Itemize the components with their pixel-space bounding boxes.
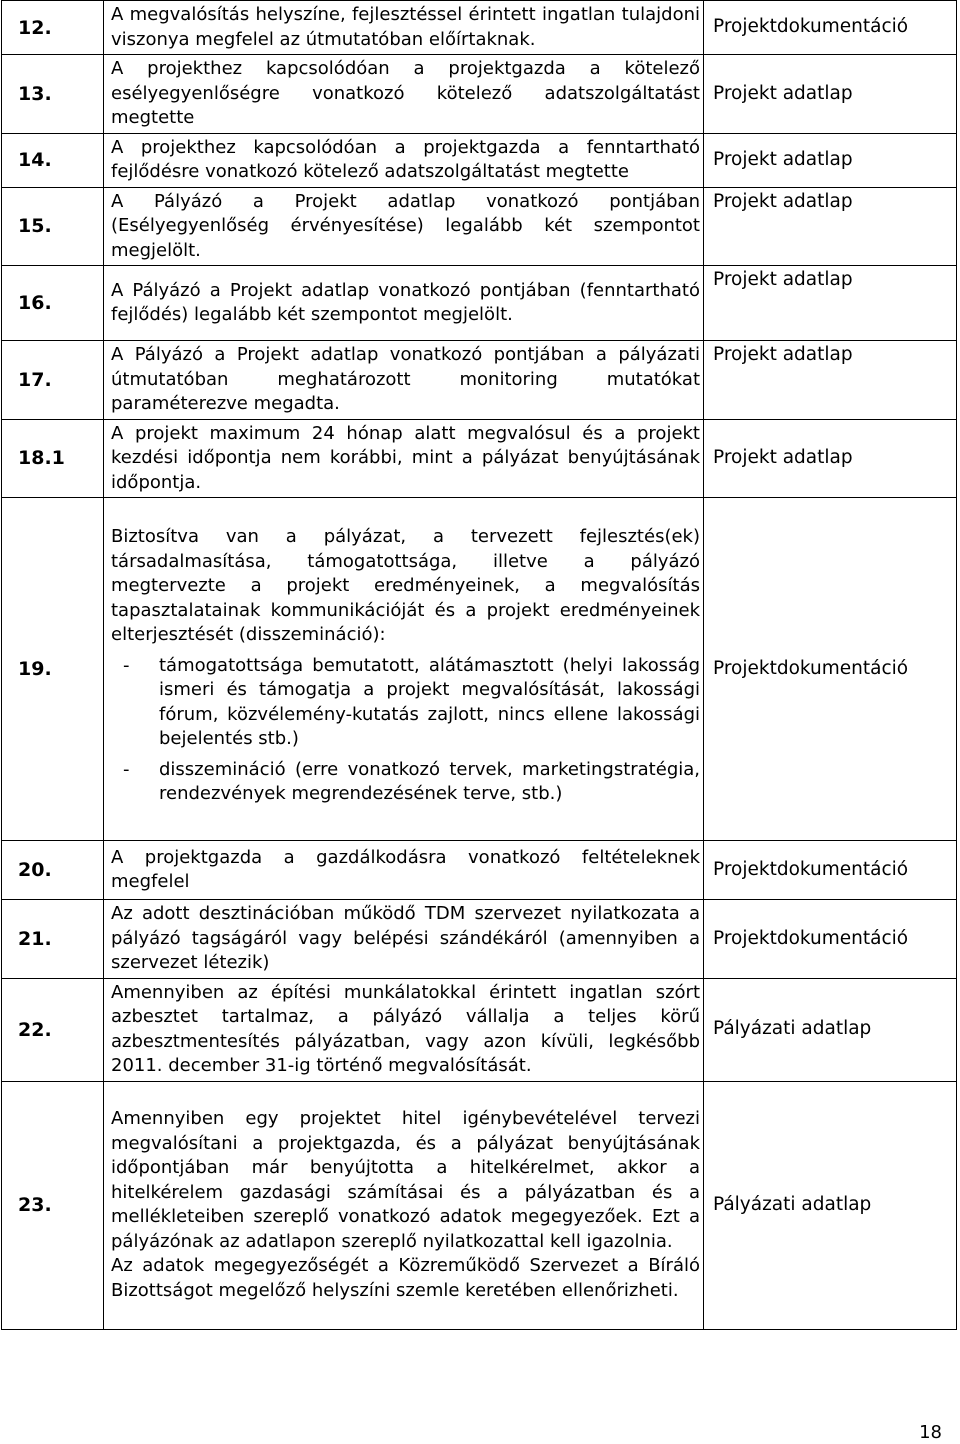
row-number: 21. xyxy=(2,900,104,979)
row-number: 22. xyxy=(2,978,104,1081)
table-row xyxy=(2,1,957,55)
row-source: Projekt adatlap xyxy=(704,55,957,134)
row-source: Projektdokumentáció xyxy=(704,1,957,55)
row-number: 15. xyxy=(2,187,104,266)
table-row xyxy=(2,266,957,341)
row-number: 16. xyxy=(2,266,104,341)
row-source: Pályázati adatlap xyxy=(704,1081,957,1329)
table-row xyxy=(2,1081,957,1329)
row-description: A Pályázó a Projekt adatlap vonatkozó pontjában (fenntartható fejlődés) legalább két szempontot megjelölt. xyxy=(104,266,704,341)
row-source: Projekt adatlap xyxy=(704,419,957,498)
row-number: 20. xyxy=(2,841,104,900)
criteria-table xyxy=(1,0,957,1330)
row-number: 14. xyxy=(2,133,104,187)
row-source: Projekt adatlap xyxy=(704,187,957,266)
row-description-main: Amennyiben egy projektet hitel igénybevételével tervezi megvalósítani a projektgazda, és a pályázat benyújtásának időpontjában már benyújtotta a hitelkérelmet, akkor a hitelkérelem gazdasági számításai és a pályázatban és a mellékleteiben szereplő vonatkozó adatok megegyezőek. Ezt a pályázónak az adatlapon szereplő nyilatkozattal kell igazolnia. xyxy=(111,1108,700,1252)
row-description: Amennyiben az építési munkálatokkal érintett ingatlan szórt azbesztet tartalmaz, a pályázó vállalja a teljes körű azbesztmentesítés pályázatban, vagy azon kívüli, legkésőbb 2011. december 31-ig történő megvalósítását. xyxy=(104,978,704,1081)
row-number: 12. xyxy=(2,1,104,55)
table-row xyxy=(2,187,957,266)
row-number: 19. xyxy=(2,498,104,841)
row-source: Projektdokumentáció xyxy=(704,841,957,900)
table-row xyxy=(2,133,957,187)
table-row xyxy=(2,498,957,841)
row-intro: Biztosítva van a pályázat, a tervezett fejlesztés(ek) társadalmasítása, támogatottsága, illetve a pályázó megtervezte a projekt eredményeinek, a megvalósítás tapasztalatainak kommunikációját és a projekt eredményeinek elterjesztését (disszemináció): xyxy=(111,526,700,646)
row-number: 17. xyxy=(2,341,104,420)
row-number: 23. xyxy=(2,1081,104,1329)
row-description: Az adott desztinációban működő TDM szervezet nyilatkozata a pályázó tagságáról vagy belépési szándékáról (amennyiben a szervezet létezik) xyxy=(104,900,704,979)
row-description xyxy=(104,1081,704,1329)
row-description: A Pályázó a Projekt adatlap vonatkozó pontjában (Esélyegyenlőség érvényesítése) legalább két szempontot megjelölt. xyxy=(104,187,704,266)
row-source: Projekt adatlap xyxy=(704,266,957,341)
row-description: A Pályázó a Projekt adatlap vonatkozó pontjában a pályázati útmutatóban meghatározott monitoring mutatókat paraméterezve megadta. xyxy=(104,341,704,420)
row-number: 18.1 xyxy=(2,419,104,498)
table-row xyxy=(2,900,957,979)
bullet-text: disszemináció (erre vonatkozó tervek, marketingstratégia, rendezvények megrendezésének terve, stb.) xyxy=(159,758,700,805)
bullet-list xyxy=(111,654,700,807)
list-item xyxy=(111,654,700,752)
row-description xyxy=(104,498,704,841)
row-source: Projekt adatlap xyxy=(704,341,957,420)
table-row xyxy=(2,419,957,498)
table-row xyxy=(2,978,957,1081)
bullet-dash: - xyxy=(123,654,130,676)
row-description: A projekt maximum 24 hónap alatt megvalósul és a projekt kezdési időpontja nem korábbi, mint a pályázat benyújtásának időpontja. xyxy=(104,419,704,498)
page-number: 18 xyxy=(919,1422,942,1443)
row-description: A projekthez kapcsolódóan a projektgazda a fenntartható fejlődésre vonatkozó kötelező adatszolgáltatást megtette xyxy=(104,133,704,187)
table-row xyxy=(2,55,957,134)
list-item xyxy=(111,758,700,807)
table-row xyxy=(2,841,957,900)
row-description: A projekthez kapcsolódóan a projektgazda a kötelező esélyegyenlőségre vonatkozó kötelező adatszolgáltatást megtette xyxy=(104,55,704,134)
row-source: Projektdokumentáció xyxy=(704,900,957,979)
table-row xyxy=(2,341,957,420)
row-number: 13. xyxy=(2,55,104,134)
row-source: Pályázati adatlap xyxy=(704,978,957,1081)
bullet-text: támogatottsága bemutatott, alátámasztott (helyi lakosság ismeri és támogatja a projekt megvalósítását, lakossági fórum, közvélemény-kutatás zajlott, nincs ellene lakossági bejelentés stb.) xyxy=(159,654,700,750)
row-description: A megvalósítás helyszíne, fejlesztéssel érintett ingatlan tulajdoni viszonya megfelel az útmutatóban előírtaknak. xyxy=(104,1,704,55)
row-description: A projektgazda a gazdálkodásra vonatkozó feltételeknek megfelel xyxy=(104,841,704,900)
row-source: Projektdokumentáció xyxy=(704,498,957,841)
row-description-note: Az adatok megegyezőségét a Közreműködő Szervezet a Bíráló Bizottságot megelőző helyszíni szemle keretében ellenőrizheti. xyxy=(111,1255,700,1301)
bullet-dash: - xyxy=(123,758,130,780)
row-source: Projekt adatlap xyxy=(704,133,957,187)
